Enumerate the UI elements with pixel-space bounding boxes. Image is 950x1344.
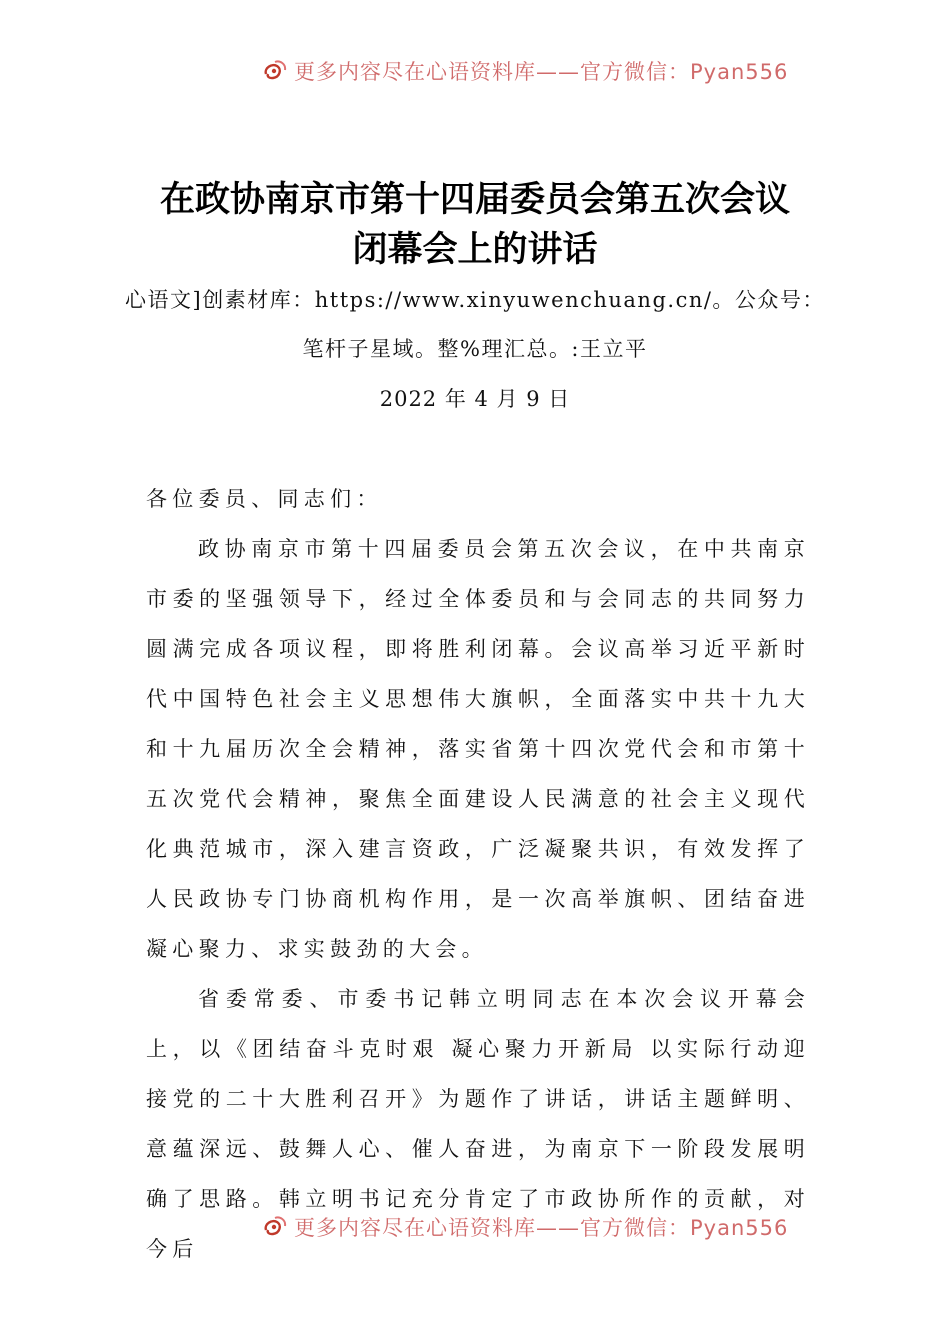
watermark-header [0, 46, 950, 86]
speech-body [146, 474, 810, 1274]
title-line-2: 闭幕会上的讲话 [352, 230, 598, 270]
watermark-text: 更多内容尽在心语资料库——官方微信：Pyan556 [294, 60, 789, 84]
paragraph-2: 省委常委、市委书记韩立明同志在本次会议开幕会上，以《团结奋斗克时艰 凝心聚力开新局 以实际行动迎接党的二十大胜利召开》为题作了讲话，讲话主题鲜明、意蕴深远、鼓舞人心、催人奋进，为南京下一阶段发展明确了思路。韩立明书记充分肯定了市政协所作的贡献，对今后 [146, 987, 810, 1261]
logo-icon [262, 1216, 288, 1238]
title-line-1: 在政协南京市第十四届委员会第五次会议 [159, 180, 790, 220]
paragraph-1: 政协南京市第十四届委员会第五次会议，在中共南京市委的坚强领导下，经过全体委员和与会同志的共同努力圆满完成各项议程，即将胜利闭幕。会议高举习近平新时代中国特色社会主义思想伟大旗帜，全面落实中共十九大和十九届历次全会精神，落实省第十四次党代会和市第十五次党代会精神，聚焦全面建设人民满意的社会主义现代化典范城市，深入建言资政，广泛凝聚共识，有效发挥了人民政协专门协商机构作用，是一次高举旗帜、团结奋进凝心聚力、求实鼓劲的大会。 [146, 537, 810, 961]
logo-icon [262, 60, 288, 82]
watermark-text: 更多内容尽在心语资料库——官方微信：Pyan556 [294, 1216, 789, 1240]
source-line-2: 笔杆子星域。整%理汇总。:王立平 [302, 337, 648, 361]
salutation: 各位委员、同志们： [146, 487, 383, 511]
date-line: 2022 年 4 月 9 日 [379, 387, 571, 411]
source-line-1: 心语文]创素材库：https://www.xinyuwenchuang.cn/。公众号： [125, 288, 825, 312]
watermark-footer [0, 1202, 950, 1242]
